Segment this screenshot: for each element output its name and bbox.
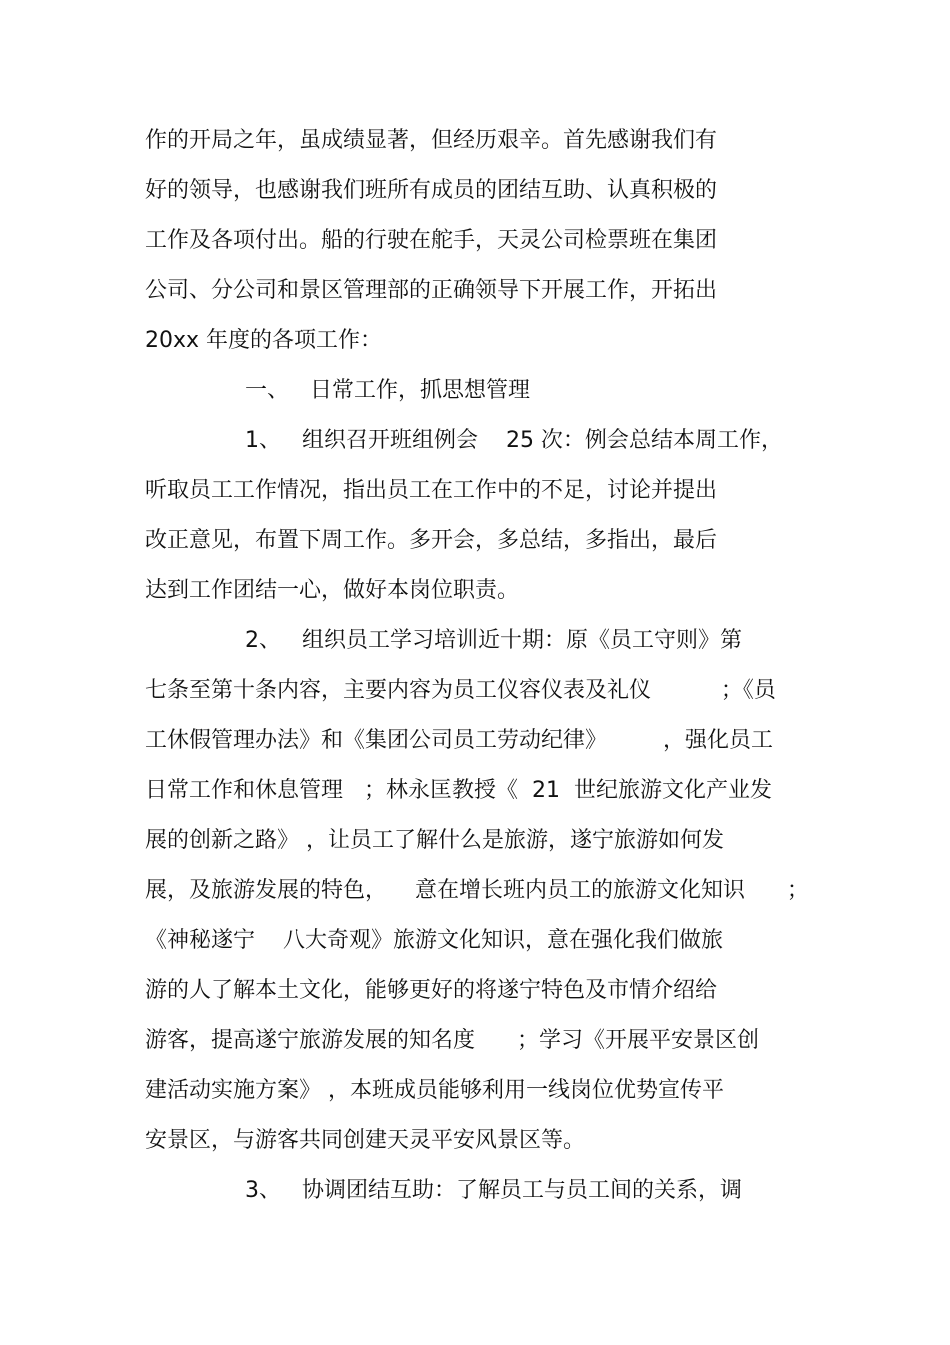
text-line: 游客，提高遂宁旅游发展的知名度 ；学习《开展平安景区创 bbox=[145, 1028, 759, 1053]
text-line: 好的领导，也感谢我们班所有成员的团结互助、认真积极的 bbox=[145, 178, 718, 203]
text-line: 工作及各项付出。船的行驶在舵手，天灵公司检票班在集团 bbox=[145, 228, 718, 253]
text-line: 建活动实施方案》 ，本班成员能够利用一线岗位优势宣传平 bbox=[145, 1078, 724, 1103]
section-heading: 一、 日常工作，抓思想管理 bbox=[245, 378, 530, 403]
text-line: 公司、分公司和景区管理部的正确领导下开展工作，开拓出 bbox=[145, 278, 718, 303]
text-line: 3、 协调团结互助：了解员工与员工间的关系，调 bbox=[245, 1178, 742, 1203]
text-line: 2、 组织员工学习培训近十期：原《员工守则》第 bbox=[245, 628, 742, 653]
text-line: 达到工作团结一心，做好本岗位职责。 bbox=[145, 578, 520, 603]
text-line: 作的开局之年，虽成绩显著，但经历艰辛。首先感谢我们有 bbox=[145, 128, 718, 153]
text-line: 听取员工工作情况，指出员工在工作中的不足，讨论并提出 bbox=[145, 478, 718, 503]
text-line: 改正意见，布置下周工作。多开会，多总结，多指出，最后 bbox=[145, 528, 718, 553]
text-line: 1、 组织召开班组例会 25 次：例会总结本周工作， bbox=[245, 428, 783, 453]
text-line: 20xx 年度的各项工作： bbox=[145, 328, 383, 353]
text-line: 展，及旅游发展的特色， 意在增长班内员工的旅游文化知识 ； bbox=[145, 878, 809, 903]
text-line: 《神秘遂宁 八大奇观》旅游文化知识，意在强化我们做旅 bbox=[145, 928, 723, 953]
text-line: 工休假管理办法》和《集团公司员工劳动纪律》 ，强化员工 bbox=[145, 728, 773, 753]
text-line: 游的人了解本土文化，能够更好的将遂宁特色及市情介绍给 bbox=[145, 978, 718, 1003]
text-line: 安景区，与游客共同创建天灵平安风景区等。 bbox=[145, 1128, 586, 1153]
text-line: 展的创新之路》 ，让员工了解什么是旅游，遂宁旅游如何发 bbox=[145, 828, 724, 853]
text-line: 日常工作和休息管理 ；林永匡教授《 21 世纪旅游文化产业发 bbox=[145, 778, 772, 803]
text-line: 七条至第十条内容，主要内容为员工仪容仪表及礼仪 ；《员 bbox=[145, 678, 776, 703]
